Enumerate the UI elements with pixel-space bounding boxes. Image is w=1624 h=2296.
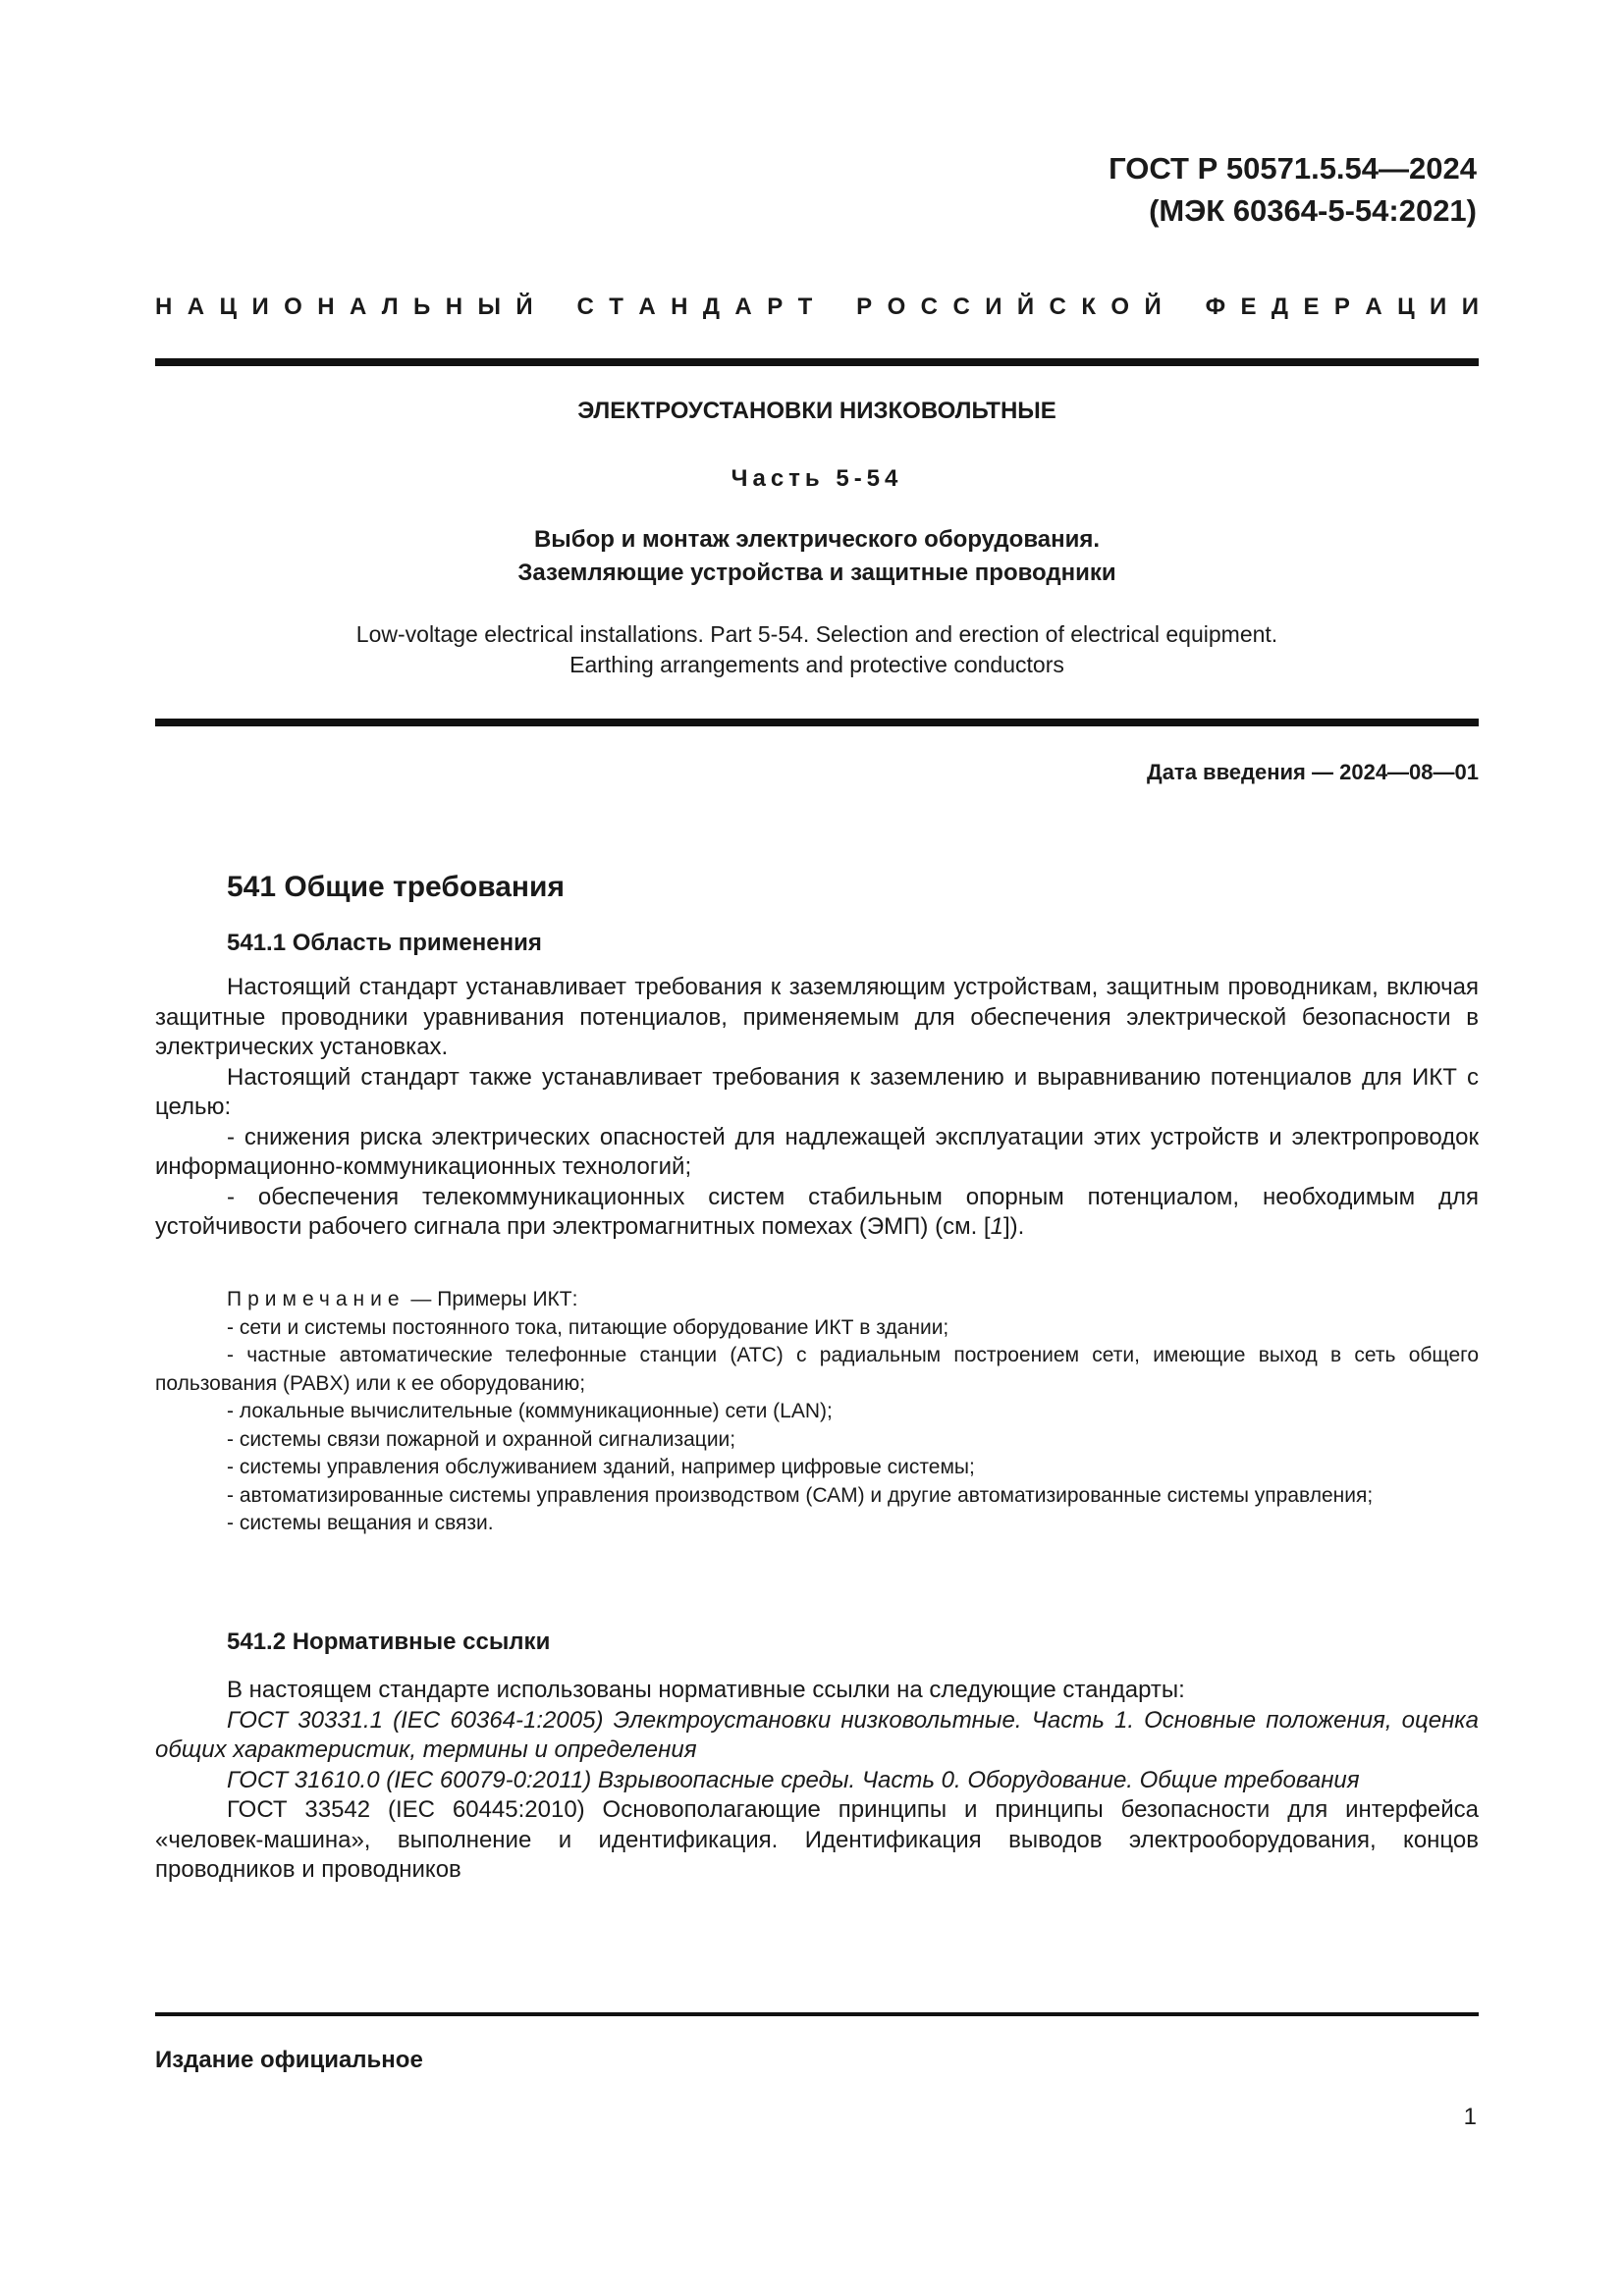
standard-part: Часть 5-54: [731, 465, 903, 492]
introduction-date: Дата введения — 2024—08—01: [1147, 760, 1479, 784]
scope-paragraph: Настоящий стандарт также устанавливает требования к заземлению и выравниванию потенциалов для ИКТ с целью:: [155, 1063, 1479, 1120]
document-number-block: [1109, 147, 1477, 232]
section-heading: 541 Общие требования: [227, 871, 565, 903]
standard-title: ЭЛЕКТРОУСТАНОВКИ НИЗКОВОЛЬТНЫЕ: [577, 398, 1056, 424]
scope-paragraph: - снижения риска электрических опасностей для надлежащей эксплуатации этих устройств и электропроводок информационно-коммуникационных технологий;: [155, 1123, 1479, 1180]
subsection-heading-scope: 541.1 Область применения: [227, 930, 542, 956]
note-item: - локальные вычислительные (коммуникационные) сети (LAN);: [227, 1400, 833, 1422]
english-title-line-2: Earthing arrangements and protective conductors: [569, 652, 1064, 677]
references-text: [155, 1676, 1479, 1886]
national-standard-title: Н А Ц И О Н А Л Ь Н Ы Й С Т А Н Д А Р Т Р О С С И Й С К О Й Ф Е Д Е Р А Ц И И: [155, 294, 1479, 320]
note-item: - системы связи пожарной и охранной сигнализации;: [227, 1427, 736, 1451]
top-divider: [155, 358, 1479, 366]
national-standard-banner: [155, 291, 1479, 324]
official-edition-label: Издание официальное: [155, 2047, 423, 2073]
note-item: - системы управления обслуживанием зданий, например цифровые системы;: [227, 1456, 975, 1478]
standard-subtitle: [155, 523, 1479, 590]
note-intro: — Примеры ИКТ:: [405, 1288, 578, 1310]
scope-text: [155, 973, 1479, 1243]
english-title-line-1: Low-voltage electrical installations. Part 5-54. Selection and erection of electrical equipment.: [355, 621, 1278, 647]
note-item: - частные автоматические телефонные станции (АТС) с радиальным построением сети, имеющие выход в сеть общего пользования (PABX) или к ее оборудованию;: [155, 1344, 1479, 1395]
page-number: 1: [1463, 2104, 1477, 2130]
scope-paragraph: [155, 1183, 1479, 1243]
iec-number: (МЭК 60364-5-54:2021): [1149, 193, 1477, 228]
note-item: - системы вещания и связи.: [227, 1512, 494, 1534]
scope-paragraph-end: ]).: [1002, 1213, 1025, 1240]
note-block: [155, 1286, 1479, 1538]
subtitle-line-1: Выбор и монтаж электрического оборудования.: [533, 526, 1101, 553]
subtitle-line-2: Заземляющие устройства и защитные проводники: [517, 560, 1116, 586]
english-title: [155, 619, 1479, 680]
document-number: ГОСТ Р 50571.5.54—2024: [1109, 151, 1477, 186]
footer-divider: [155, 2012, 1479, 2016]
note-heading: [155, 1286, 1479, 1314]
scope-paragraph: Настоящий стандарт устанавливает требования к заземляющим устройствам, защитным проводникам, включая защитные проводники уравнивания потенциалов, применяемым для обеспечения электрической безопасности в электрических установках.: [155, 974, 1479, 1060]
reference-entry: ГОСТ 30331.1 (IEC 60364-1:2005) Электроустановки низковольтные. Часть 1. Основные положения, оценка общих характеристик, термины и определения: [155, 1706, 1479, 1763]
title-divider: [155, 719, 1479, 726]
subsection-heading-references: 541.2 Нормативные ссылки: [227, 1629, 551, 1655]
note-item: - сети и системы постоянного тока, питающие оборудование ИКТ в здании;: [227, 1315, 949, 1339]
note-label: Примечание: [227, 1288, 406, 1310]
references-intro: В настоящем стандарте использованы нормативные ссылки на следующие стандарты:: [227, 1677, 1185, 1703]
bibliography-reference: 1: [990, 1213, 1003, 1240]
reference-entry: ГОСТ 33542 (IEC 60445:2010) Основополагающие принципы и принципы безопасности для интерфейса «человек-машина», выполнение и идентификация. Идентификация выводов электрооборудования, концов проводников и проводников: [155, 1796, 1479, 1883]
note-item: - автоматизированные системы управления производством (САМ) и другие автоматизированные системы управления;: [227, 1483, 1374, 1507]
reference-entry: ГОСТ 31610.0 (IEC 60079-0:2011) Взрывоопасные среды. Часть 0. Оборудование. Общие требования: [227, 1766, 1360, 1793]
scope-paragraph-text: - обеспечения телекоммуникационных систем стабильным опорным потенциалом, необходимым для устойчивости рабочего сигнала при электромагнитных помехах (ЭМП) (см. [: [155, 1183, 1479, 1240]
